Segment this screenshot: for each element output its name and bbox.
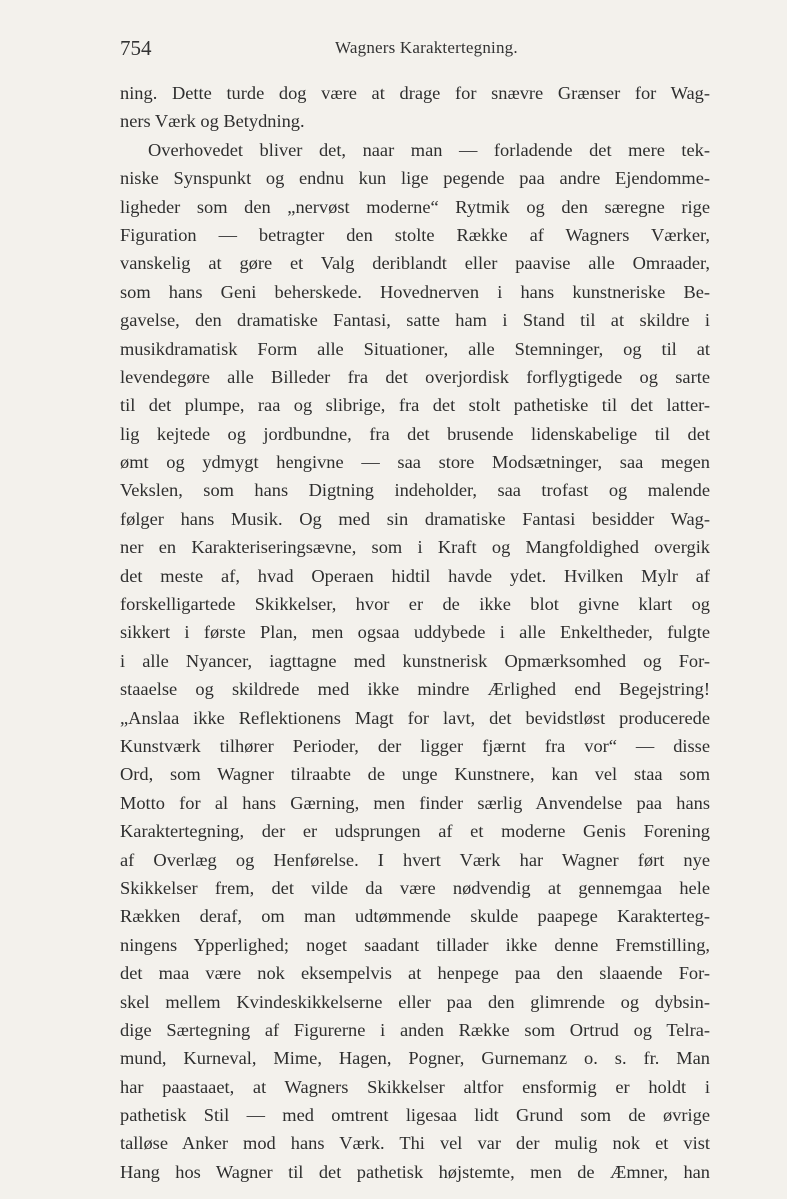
text-line: Figuration — betragter den stolte Række af Wagners Værker, (120, 224, 710, 245)
text-line: dige Særtegning af Figurerne i anden Række som Ortrud og Telra- (120, 1019, 710, 1040)
text-line: ners Værk og Betydning. (120, 111, 305, 132)
running-title: Wagners Karaktertegning. (335, 38, 518, 57)
text-line: musikdramatisk Form alle Situationer, alle Stemninger, og til at (120, 338, 710, 359)
text-line: Ord, som Wagner tilraabte de unge Kunstnere, kan vel staa som (120, 764, 710, 785)
text-line: ligheder som den „nervøst moderne“ Rytmik og den særegne rige (120, 196, 710, 217)
text-line: i alle Nyancer, iagttagne med kunstnerisk Opmærksomhed og For- (120, 650, 710, 671)
text-line: talløse Anker mod hans Værk. Thi vel var der mulig nok et vist (120, 1133, 710, 1154)
text-line: vanskelig at gøre et Valg deriblandt eller paavise alle Omraader, (120, 253, 710, 274)
text-line: det maa være nok eksempelvis at henpege paa den slaaende For- (120, 963, 710, 984)
text-line: pathetisk Stil — med omtrent ligesaa lidt Grund som de øvrige (120, 1105, 710, 1126)
text-line: ning. Dette turde dog være at drage for snævre Grænser for Wag- (120, 83, 710, 103)
text-line: Vekslen, som hans Digtning indeholder, saa trofast og malende (120, 480, 710, 501)
text-line: det meste af, hvad Operaen hidtil havde ydet. Hvilken Mylr af (120, 565, 710, 586)
text-line: gavelse, den dramatiske Fantasi, satte ham i Stand til at skildre i (120, 310, 710, 331)
page-number: 754 (120, 36, 152, 60)
text-line: Karaktertegning, der er udsprungen af et moderne Genis Forening (120, 821, 710, 842)
page-header (120, 36, 720, 60)
text-line: staaelse og skildrede med ikke mindre Ærlighed end Begejstring! (120, 679, 710, 700)
text-line: skel mellem Kvindeskikkelserne eller paa den glimrende og dybsin- (120, 991, 710, 1012)
text-line: Kunstværk tilhører Perioder, der ligger fjærnt fra vor“ — disse (120, 735, 710, 756)
text-line: følger hans Musik. Og med sin dramatiske Fantasi besidder Wag- (120, 508, 710, 529)
text-line: ner en Karakteriseringsævne, som i Kraft og Mangfoldighed overgik (120, 537, 710, 558)
text-line: har paastaaet, at Wagners Skikkelser altfor ensformig er holdt i (120, 1076, 710, 1097)
text-line: af Overlæg og Henførelse. I hvert Værk har Wagner ført nye (120, 849, 710, 870)
text-line: niske Synspunkt og endnu kun lige pegende paa andre Ejendomme- (120, 168, 710, 189)
text-line: Overhovedet bliver det, naar man — forladende det mere tek- (148, 139, 710, 160)
text-line: Motto for al hans Gærning, men finder særlig Anvendelse paa hans (120, 792, 710, 813)
text-line: ningens Ypperlighed; noget saadant tillader ikke denne Fremstilling, (120, 934, 710, 955)
text-line: Rækken deraf, om man udtømmende skulde paapege Karakterteg- (120, 906, 710, 927)
text-line: til det plumpe, raa og slibrige, fra det stolt pathetiske til det latter- (120, 395, 710, 416)
text-line: ømt og ydmygt hengivne — saa store Modsætninger, saa megen (120, 452, 710, 473)
text-line: Skikkelser frem, det vilde da være nødvendig at gennemgaa hele (120, 877, 710, 898)
text-line: sikkert i første Plan, men ogsaa uddybede i alle Enkeltheder, fulgte (120, 622, 710, 643)
body-text (120, 79, 710, 1186)
text-line: „Anslaa ikke Reflektionens Magt for lavt, det bevidstløst producerede (120, 707, 710, 728)
text-line: levendegøre alle Billeder fra det overjordisk forflygtigede og sarte (120, 366, 710, 387)
text-line: mund, Kurneval, Mime, Hagen, Pogner, Gurnemanz o. s. fr. Man (120, 1048, 710, 1069)
text-line: lig kejtede og jordbundne, fra det brusende lidenskabelige til det (120, 423, 710, 444)
text-line: forskelligartede Skikkelser, hvor er de ikke blot givne klart og (120, 594, 710, 615)
text-line: som hans Geni beherskede. Hovednerven i hans kunstneriske Be- (120, 281, 710, 302)
text-line: Hang hos Wagner til det pathetisk højstemte, men de Æmner, han (120, 1161, 710, 1182)
